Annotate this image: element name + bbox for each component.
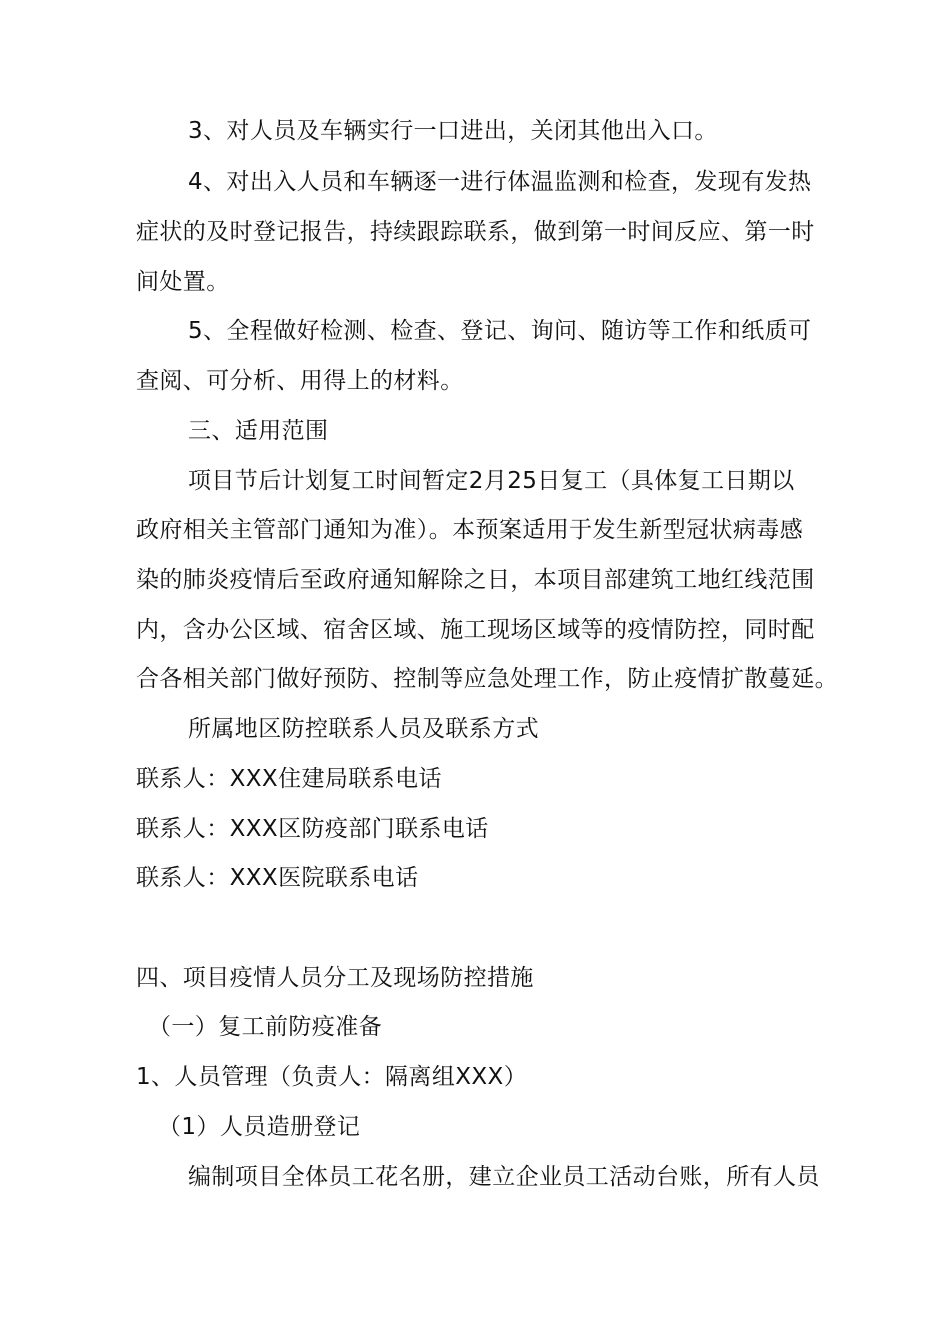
section-heading: 四、项目疫情人员分工及现场防控措施 [136, 965, 534, 991]
contact-line: 联系人：XXX医院联系电话 [136, 865, 419, 891]
body-paragraph-line: 内，含办公区域、宿舍区域、施工现场区域等的疫情防控，同时配 [136, 617, 815, 643]
contact-line: 联系人：XXX住建局联系电话 [136, 766, 442, 792]
body-paragraph-line: 4、对出入人员和车辆逐一进行体温监测和检查，发现有发热 [188, 169, 812, 195]
body-paragraph-line: 症状的及时登记报告，持续跟踪联系，做到第一时间反应、第一时 [136, 219, 815, 245]
body-paragraph-line: 项目节后计划复工时间暂定2月25日复工（具体复工日期以 [188, 468, 795, 494]
body-paragraph-line: 编制项目全体员工花名册，建立企业员工活动台账，所有人员 [188, 1164, 820, 1190]
contact-heading: 所属地区防控联系人员及联系方式 [188, 716, 539, 742]
body-paragraph-line: 合各相关部门做好预防、控制等应急处理工作，防止疫情扩散蔓延。 [136, 666, 838, 692]
body-paragraph-line: 3、对人员及车辆实行一口进出，关闭其他出入口。 [188, 118, 718, 144]
subsection-heading: （一）复工前防疫准备 [148, 1014, 382, 1040]
subitem-heading: （1）人员造册登记 [158, 1114, 361, 1140]
body-paragraph-line: 染的肺炎疫情后至政府通知解除之日，本项目部建筑工地红线范围 [136, 567, 815, 593]
item-heading: 1、人员管理（负责人：隔离组XXX） [136, 1064, 528, 1090]
body-paragraph-line: 政府相关主管部门通知为准）。本预案适用于发生新型冠状病毒感 [136, 517, 804, 543]
contact-line: 联系人：XXX区防疫部门联系电话 [136, 816, 489, 842]
body-paragraph-line: 5、全程做好检测、检查、登记、询问、随访等工作和纸质可 [188, 318, 812, 344]
section-heading: 三、适用范围 [188, 418, 329, 444]
body-paragraph-line: 间处置。 [136, 269, 230, 295]
body-paragraph-line: 查阅、可分析、用得上的材料。 [136, 368, 464, 394]
